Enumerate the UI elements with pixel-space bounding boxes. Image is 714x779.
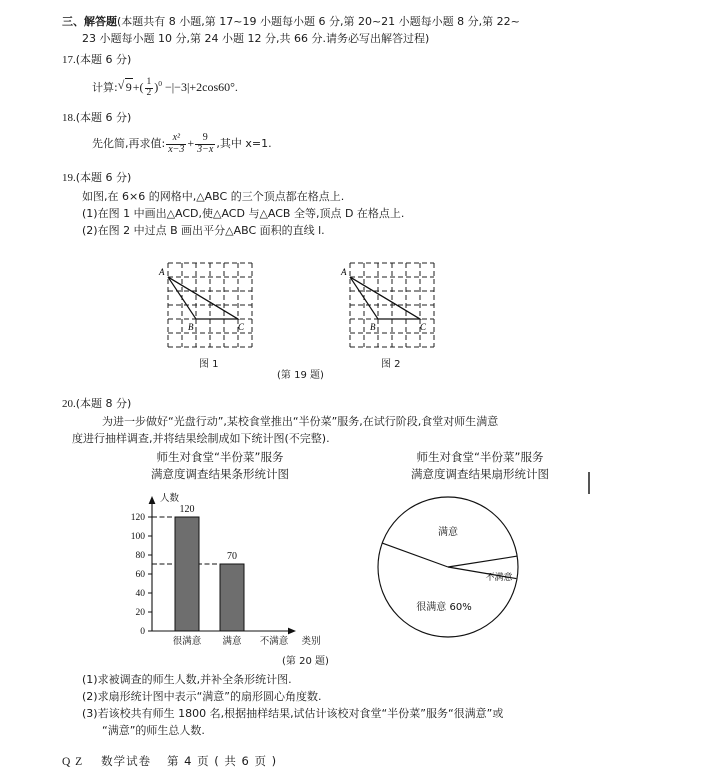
pie-chart-title-line2: 满意度调查结果扇形统计图 — [411, 467, 549, 481]
pie-chart-svg — [366, 492, 556, 642]
grid-svg-2 — [341, 258, 465, 353]
svg-text:80: 80 — [135, 551, 145, 561]
q20-group-caption: (第 20 题) — [282, 656, 329, 667]
q18-expression — [92, 133, 272, 155]
y-axis-title: 人数 — [160, 493, 180, 504]
figure-2-caption: 图 2 — [381, 359, 401, 370]
q17-expression: 计算: √ 9+( $\frac{1}{2}$ )$^0$ −|−3|+2cos60°. — [92, 76, 238, 99]
q18-fraction-2 — [195, 133, 215, 155]
bar-chart-svg — [112, 486, 337, 646]
bar-label-very-satisfied: 120 — [179, 504, 195, 515]
vertex-label-c-1: C — [238, 322, 245, 332]
pie-chart-title-line1: 师生对食堂“半份菜”服务 — [416, 450, 544, 464]
q17-frac-den: 2 — [146, 88, 152, 99]
q17-abs-part: −|−3| — [165, 80, 190, 94]
x-label-very-satisfied: 很满意 — [172, 636, 202, 647]
q19-line2: (1)在图 1 中画出△ACD,使△ACD 与△ACB 全等,顶点 D 在格点上. — [82, 207, 405, 220]
q17-prompt: 计算: — [92, 81, 118, 94]
svg-text:120: 120 — [130, 513, 145, 523]
page-footer — [62, 753, 277, 769]
q17-radicand: 9 — [125, 80, 132, 94]
svg-text:20: 20 — [135, 608, 145, 618]
pie-label-satisfied: 满意 — [438, 527, 458, 538]
bar-satisfied — [220, 564, 244, 631]
vertex-label-c-2: C — [420, 322, 427, 332]
q18-tail: ,其中 x=1. — [216, 137, 272, 150]
grid-svg-1 — [159, 258, 283, 353]
vertex-label-b-1: B — [188, 322, 194, 332]
bar-chart-title-line1: 师生对食堂“半份菜”服务 — [156, 450, 284, 464]
q18-prompt: 先化简,再求值: — [92, 137, 166, 150]
section-heading-detail-1: (本题共有 8 小题,第 17~19 小题每小题 6 分,第 20~21 小题每小题 8 分,第 22~ — [117, 15, 520, 28]
q17-fraction — [145, 78, 154, 99]
q18-frac2-num: 9 — [202, 132, 208, 143]
section-heading — [62, 14, 520, 30]
q20-body-line2: 度进行抽样调查,并将结果绘制成如下统计图(不完整). — [72, 432, 330, 445]
q17-plus: + — [132, 80, 140, 94]
section-heading-detail-2-row — [82, 31, 429, 47]
q18-frac1-num: x² — [172, 132, 181, 143]
q20-sub3-line1: (3)若该校共有师生 1800 名,根据抽样结果,试估计该校对食堂“半份菜”服务“很满意”或 — [82, 707, 504, 720]
x-label-satisfied: 满意 — [222, 636, 242, 647]
pie-chart-title — [380, 449, 580, 483]
q19-group-caption: (第 19 题) — [277, 370, 324, 381]
margin-tick-mark — [588, 472, 590, 494]
svg-text:0: 0 — [140, 627, 145, 637]
footer-subject: 数学试卷 — [101, 754, 152, 768]
q18-plus: + — [187, 136, 195, 150]
pie-chart — [366, 492, 556, 642]
q19-number: 19. — [62, 172, 76, 184]
section-heading-label: 三、解答题 — [62, 15, 117, 28]
pie-label-dissatisfied: 不满意 — [485, 573, 513, 583]
bar-label-satisfied: 70 — [227, 551, 237, 562]
q19-figure-1 — [159, 258, 283, 370]
bar-chart — [112, 486, 337, 646]
bar-chart-title-line2: 满意度调查结果条形统计图 — [151, 467, 289, 481]
footer-page: 第 4 页 ( 共 6 页 ) — [166, 754, 278, 768]
q17-sqrt — [118, 78, 133, 95]
q19-header — [62, 170, 131, 186]
q20-sub1: (1)求被调查的师生人数,并补全条形统计图. — [82, 673, 292, 686]
figure-1-caption: 图 1 — [199, 359, 219, 370]
triangle-abc-1 — [168, 277, 238, 319]
q17-number: 17. — [62, 54, 76, 66]
q18-header — [62, 110, 131, 126]
vertex-label-a-2: A — [341, 267, 347, 277]
grid-figure-2 — [341, 258, 465, 353]
q20-body-line1: 为进一步做好“光盘行动”,某校食堂推出“半份菜”服务,在试行阶段,食堂对师生满意 — [102, 415, 499, 428]
bar-very-satisfied — [175, 517, 199, 631]
q18-frac1-den: x−3 — [168, 143, 185, 155]
q19-figure-2 — [341, 258, 465, 370]
q17-trig-part: +2cos60°. — [189, 80, 238, 94]
q20-number: 20. — [62, 398, 76, 410]
y-axis-tick-labels — [131, 513, 146, 637]
q17-points: (本题 6 分) — [75, 53, 132, 66]
triangle-abc-2 — [350, 277, 420, 319]
q18-number: 18. — [62, 112, 76, 124]
q18-fraction-1 — [166, 133, 186, 155]
x-axis-arrow — [288, 628, 296, 635]
bar-chart-title — [120, 449, 320, 483]
q17-header — [62, 52, 131, 68]
x-axis-title: 类别 — [301, 636, 321, 647]
footer-code: Q Z — [62, 756, 84, 768]
q19-line3: (2)在图 2 中过点 B 画出平分△ABC 面积的直线 l. — [82, 224, 325, 237]
vertex-label-a-1: A — [159, 267, 165, 277]
q18-points: (本题 6 分) — [75, 111, 132, 124]
svg-text:40: 40 — [135, 589, 145, 599]
q17-exponent: 0 — [158, 79, 162, 88]
q20-sub2: (2)求扇形统计图中表示“满意”的扇形圆心角度数. — [82, 690, 322, 703]
y-axis-arrow — [149, 496, 156, 504]
q19-line1: 如图,在 6×6 的网格中,△ABC 的三个顶点都在格点上. — [82, 190, 345, 203]
q18-frac2-den: 3−x — [197, 143, 214, 155]
x-label-dissatisfied: 不满意 — [259, 636, 289, 647]
grid-figure-1 — [159, 258, 283, 353]
q20-sub3-line2: “满意”的师生总人数. — [102, 724, 205, 737]
q20-header — [62, 396, 131, 412]
q20-points: (本题 8 分) — [75, 397, 132, 410]
svg-text:100: 100 — [130, 532, 145, 542]
pie-label-very-satisfied: 很满意 60% — [416, 602, 472, 613]
y-axis-ticks — [148, 517, 152, 631]
svg-text:60: 60 — [135, 570, 145, 580]
q19-points: (本题 6 分) — [75, 171, 132, 184]
q17-frac-num: 1 — [146, 77, 152, 88]
vertex-label-b-2: B — [370, 322, 376, 332]
section-heading-detail-2: 23 小题每小题 10 分,第 24 小题 12 分,共 66 分.请务必写出解答过程) — [82, 32, 430, 45]
x-axis-category-labels — [173, 635, 289, 647]
